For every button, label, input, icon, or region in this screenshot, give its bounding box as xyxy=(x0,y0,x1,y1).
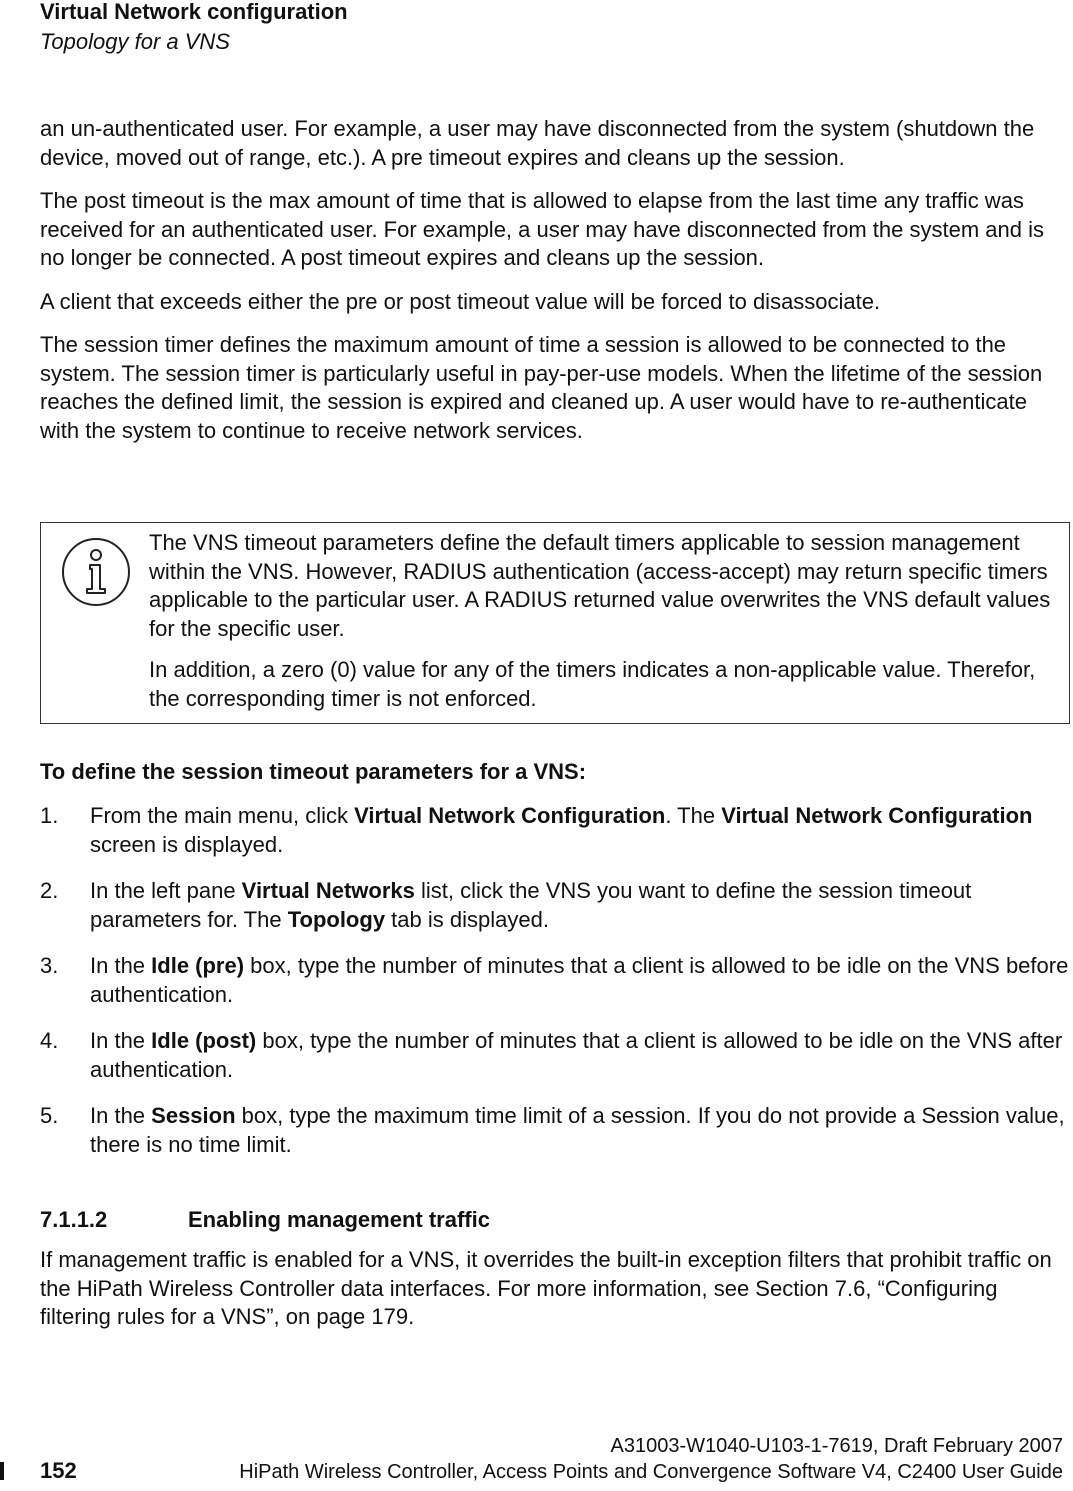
procedure-step xyxy=(40,876,1070,934)
step-text: In the xyxy=(90,1028,152,1053)
paragraph: an un-authenticated user. For example, a user may have disconnected from the system (shutdown the device, moved out of range, etc.). A pre timeout expires and cleans up the session. xyxy=(40,116,1035,170)
page-header-title: Virtual Network configuration xyxy=(40,0,348,24)
footer-doc-title: HiPath Wireless Controller, Access Points and Convergence Software V4, C2400 User Guide xyxy=(239,1461,1063,1483)
step-text: box, type the number of minutes that a client is allowed to be idle on the VNS before authentication. xyxy=(90,953,1069,1007)
procedure-step xyxy=(40,801,1070,859)
step-number: 1. xyxy=(40,803,59,828)
step-ui-term: Idle (post) xyxy=(151,1028,257,1053)
step-text: tab is displayed. xyxy=(385,907,549,932)
note-paragraph: The VNS timeout parameters define the default timers applicable to session management within the VNS. However, RADIUS authentication (access-accept) may return specific timers applicable to the particular user. A RADIUS returned value overwrites the VNS default values for the specific user. xyxy=(149,530,1051,641)
body-content xyxy=(40,115,1068,460)
step-text: In the xyxy=(90,1103,152,1128)
step-ui-term: Session xyxy=(151,1103,236,1128)
step-ui-term: Topology xyxy=(287,907,386,932)
step-text: In the left pane xyxy=(90,878,242,903)
page-number: 152 xyxy=(40,1458,77,1483)
procedure-heading: To define the session timeout parameters for a VNS: xyxy=(40,759,587,784)
step-text: . The xyxy=(665,803,722,828)
paragraph: The session timer defines the maximum amount of time a session is allowed to be connected to the system. The session timer is particularly useful in pay-per-use models. When the lifetime of the session reaches the defined limit, the session is expired and cleaned up. A user would have to re-authenticate with the system to continue to receive network services. xyxy=(40,332,1043,443)
change-bar xyxy=(0,1462,4,1480)
step-number: 2. xyxy=(40,878,59,903)
section-title: Enabling management traffic xyxy=(188,1207,490,1232)
step-text: box, type the number of minutes that a client is allowed to be idle on the VNS after authentication. xyxy=(90,1028,1063,1082)
step-text: list, click the VNS you want to define the session timeout parameters for. The xyxy=(90,878,972,932)
step-ui-term: Virtual Network Configuration xyxy=(354,803,666,828)
section-paragraph: If management traffic is enabled for a VNS, it overrides the built-in exception filters that prohibit traffic on the HiPath Wireless Controller data interfaces. For more information, see Section 7.6, “Configuring filtering rules for a VNS”, on page 179. xyxy=(40,1247,1052,1329)
note-box xyxy=(40,522,1070,724)
footer-doc-id: A31003-W1040-U103-1-7619, Draft February 2007 xyxy=(610,1435,1063,1457)
note-paragraph: In addition, a zero (0) value for any of the timers indicates a non-applicable value. Therefor, the corresponding timer is not enforced. xyxy=(149,657,1036,711)
step-ui-term: Virtual Network Configuration xyxy=(721,803,1033,828)
step-text: From the main menu, click xyxy=(90,803,355,828)
step-number: 3. xyxy=(40,953,59,978)
procedure-step xyxy=(40,1101,1070,1159)
step-number: 4. xyxy=(40,1028,59,1053)
paragraph: A client that exceeds either the pre or post timeout value will be forced to disassociate. xyxy=(40,288,881,314)
section-heading xyxy=(40,1206,490,1234)
section-number: 7.1.1.2 xyxy=(40,1207,108,1232)
paragraph: The post timeout is the max amount of time that is allowed to elapse from the last time any traffic was received for an authenticated user. For example, a user may have disconnected from the system and is no longer be connected. A post timeout expires and cleans up the session. xyxy=(40,188,1044,270)
note-text xyxy=(149,529,1064,726)
procedure-step xyxy=(40,1026,1070,1084)
step-ui-term: Idle (pre) xyxy=(151,953,245,978)
step-number: 5. xyxy=(40,1103,59,1128)
procedure-step xyxy=(40,951,1070,1009)
procedure-steps xyxy=(40,801,1070,1176)
step-text: In the xyxy=(90,953,152,978)
step-text: screen is displayed. xyxy=(90,832,284,857)
info-icon xyxy=(61,537,131,607)
step-ui-term: Virtual Networks xyxy=(241,878,415,903)
step-text: box, type the maximum time limit of a session. If you do not provide a Session value, there is no time limit. xyxy=(90,1103,1065,1157)
page-header-subtitle: Topology for a VNS xyxy=(40,29,230,54)
